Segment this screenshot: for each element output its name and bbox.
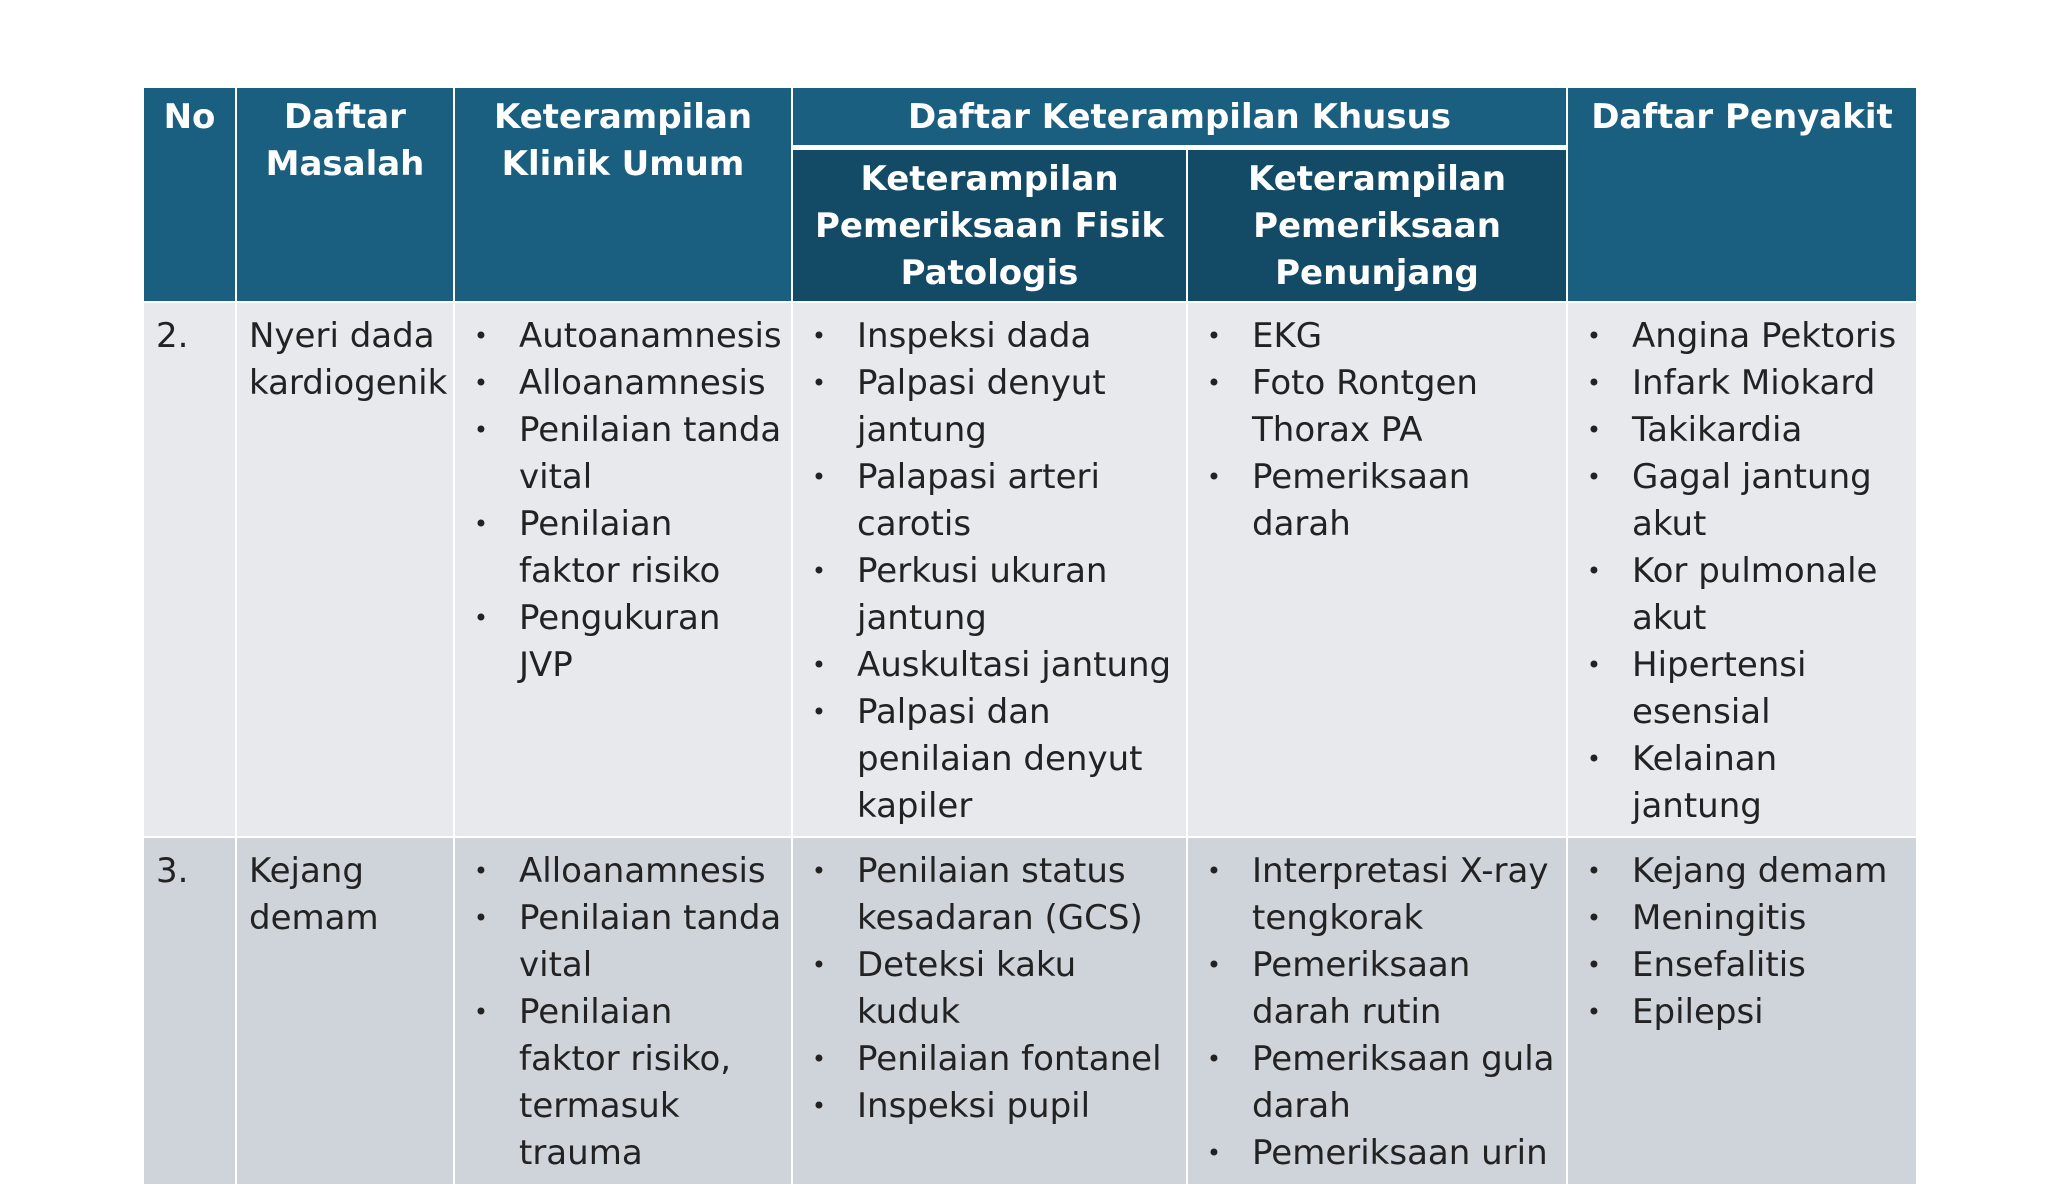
physical-exam-list <box>805 848 1178 1130</box>
list-item <box>805 313 1178 360</box>
list-item-text: Angina Pektoris <box>1632 316 1897 356</box>
list-item <box>467 595 783 689</box>
list-item <box>1580 407 1908 454</box>
list-item-text: Meningitis <box>1632 898 1807 938</box>
diseases-cell <box>1567 837 1917 1185</box>
list-item-text: Epilepsi <box>1632 992 1764 1032</box>
supporting-exam-list <box>1200 313 1558 548</box>
header-physical-exam: Keterampilan Pemeriksaan Fisik Patologis <box>792 148 1187 303</box>
list-item-text: Kejang demam <box>1632 851 1888 891</box>
list-item <box>467 360 783 407</box>
list-item <box>1580 736 1908 830</box>
bullet-icon: • <box>811 369 827 397</box>
bullet-icon: • <box>1586 557 1602 585</box>
bullet-icon: • <box>811 557 827 585</box>
supporting-exam-cell <box>1187 837 1567 1185</box>
problem-cell: Nyeri dada kardiogenik <box>236 302 454 837</box>
list-item-text: Autoanamnesis <box>519 316 782 356</box>
list-item <box>1580 942 1908 989</box>
list-item-text: Inspeksi dada <box>857 316 1092 356</box>
list-item-text: Alloanamnesis <box>519 851 766 891</box>
bullet-icon: • <box>473 998 489 1026</box>
list-item <box>1200 1036 1558 1130</box>
list-item-text: Infark Miokard <box>1632 363 1876 403</box>
list-item <box>805 848 1178 942</box>
list-item <box>1200 360 1558 454</box>
bullet-icon: • <box>1586 998 1602 1026</box>
bullet-icon: • <box>1206 1139 1222 1167</box>
bullet-icon: • <box>1586 369 1602 397</box>
list-item-text: Pemeriksaan darah <box>1252 457 1471 544</box>
general-skills-list <box>467 848 783 1177</box>
bullet-icon: • <box>1586 416 1602 444</box>
list-item <box>1200 1130 1558 1177</box>
diseases-cell <box>1567 302 1917 837</box>
bullet-icon: • <box>811 1092 827 1120</box>
list-item <box>805 1083 1178 1130</box>
bullet-icon: • <box>473 904 489 932</box>
header-no: No <box>143 87 236 302</box>
list-item <box>1200 848 1558 942</box>
bullet-icon: • <box>811 698 827 726</box>
list-item-text: Perkusi ukuran jantung <box>857 551 1108 638</box>
diseases-list <box>1580 313 1908 830</box>
list-item <box>467 848 783 895</box>
list-item <box>1200 313 1558 360</box>
bullet-icon: • <box>1586 904 1602 932</box>
list-item-text: Palpasi denyut jantung <box>857 363 1106 450</box>
problem-cell: Kejang demam <box>236 837 454 1185</box>
list-item-text: Kor pulmonale akut <box>1632 551 1878 638</box>
list-item <box>805 689 1178 830</box>
bullet-icon: • <box>473 369 489 397</box>
supporting-exam-list <box>1200 848 1558 1177</box>
diseases-list <box>1580 848 1908 1036</box>
list-item <box>805 548 1178 642</box>
table-row <box>143 302 1917 837</box>
list-item <box>805 942 1178 1036</box>
list-item <box>1580 548 1908 642</box>
header-row <box>143 87 1917 148</box>
header-diseases: Daftar Penyakit <box>1567 87 1917 302</box>
bullet-icon: • <box>811 951 827 979</box>
bullet-icon: • <box>811 651 827 679</box>
list-item-text: Inspeksi pupil <box>857 1086 1091 1126</box>
list-item <box>805 360 1178 454</box>
list-item <box>1200 942 1558 1036</box>
general-skills-cell <box>454 837 792 1185</box>
bullet-icon: • <box>1206 369 1222 397</box>
list-item <box>805 454 1178 548</box>
list-item-text: Pemeriksaan gula darah <box>1252 1039 1555 1126</box>
list-item-text: Pemeriksaan urin <box>1252 1133 1548 1173</box>
bullet-icon: • <box>811 322 827 350</box>
header-problem: Daftar Masalah <box>236 87 454 302</box>
list-item-text: Palapasi arteri carotis <box>857 457 1100 544</box>
list-item <box>467 501 783 595</box>
bullet-icon: • <box>1586 651 1602 679</box>
header-special-skills-group: Daftar Keterampilan Khusus <box>792 87 1567 148</box>
header-supporting-exam: Keterampilan Pemeriksaan Penunjang <box>1187 148 1567 303</box>
list-item-text: Gagal jantung akut <box>1632 457 1872 544</box>
list-item <box>467 989 783 1177</box>
bullet-icon: • <box>473 322 489 350</box>
bullet-icon: • <box>473 510 489 538</box>
bullet-icon: • <box>473 604 489 632</box>
list-item-text: Penilaian faktor risiko, termasuk trauma <box>519 992 732 1173</box>
list-item-text: EKG <box>1252 316 1323 356</box>
list-item <box>1580 895 1908 942</box>
bullet-icon: • <box>1206 857 1222 885</box>
list-item-text: Interpretasi X-ray tengkorak <box>1252 851 1549 938</box>
general-skills-list <box>467 313 783 689</box>
list-item-text: Palpasi dan penilaian denyut kapiler <box>857 692 1143 826</box>
list-item <box>1580 313 1908 360</box>
header-general-skills: Keterampilan Klinik Umum <box>454 87 792 302</box>
bullet-icon: • <box>473 416 489 444</box>
supporting-exam-cell <box>1187 302 1567 837</box>
list-item-text: Penilaian status kesadaran (GCS) <box>857 851 1143 938</box>
list-item <box>467 895 783 989</box>
list-item-text: Ensefalitis <box>1632 945 1806 985</box>
list-item <box>1580 360 1908 407</box>
bullet-icon: • <box>811 463 827 491</box>
list-item-text: Deteksi kaku kuduk <box>857 945 1077 1032</box>
list-item-text: Auskultasi jantung <box>857 645 1172 685</box>
list-item <box>1580 454 1908 548</box>
list-item-text: Penilaian fontanel <box>857 1039 1162 1079</box>
list-item-text: Penilaian tanda vital <box>519 898 782 985</box>
bullet-icon: • <box>811 857 827 885</box>
list-item-text: Penilaian faktor risiko <box>519 504 721 591</box>
row-number: 3. <box>143 837 236 1185</box>
list-item-text: Alloanamnesis <box>519 363 766 403</box>
physical-exam-list <box>805 313 1178 830</box>
bullet-icon: • <box>473 857 489 885</box>
bullet-icon: • <box>1206 463 1222 491</box>
bullet-icon: • <box>811 1045 827 1073</box>
table-row <box>143 837 1917 1185</box>
list-item <box>1580 848 1908 895</box>
bullet-icon: • <box>1586 745 1602 773</box>
list-item <box>1580 989 1908 1036</box>
list-item-text: Takikardia <box>1632 410 1803 450</box>
list-item <box>467 407 783 501</box>
list-item-text: Hipertensi esensial <box>1632 645 1807 732</box>
list-item <box>805 642 1178 689</box>
bullet-icon: • <box>1586 857 1602 885</box>
list-item-text: Kelainan jantung <box>1632 739 1778 826</box>
bullet-icon: • <box>1586 322 1602 350</box>
list-item <box>1200 454 1558 548</box>
list-item <box>1580 642 1908 736</box>
general-skills-cell <box>454 302 792 837</box>
physical-exam-cell <box>792 302 1187 837</box>
row-number: 2. <box>143 302 236 837</box>
list-item <box>805 1036 1178 1083</box>
bullet-icon: • <box>1586 463 1602 491</box>
physical-exam-cell <box>792 837 1187 1185</box>
list-item-text: Pengukuran JVP <box>519 598 721 685</box>
list-item-text: Pemeriksaan darah rutin <box>1252 945 1471 1032</box>
bullet-icon: • <box>1206 951 1222 979</box>
skills-table <box>142 86 1918 1186</box>
list-item-text: Penilaian tanda vital <box>519 410 782 497</box>
list-item-text: Foto Rontgen Thorax PA <box>1252 363 1478 450</box>
bullet-icon: • <box>1206 1045 1222 1073</box>
list-item <box>467 313 783 360</box>
bullet-icon: • <box>1206 322 1222 350</box>
bullet-icon: • <box>1586 951 1602 979</box>
